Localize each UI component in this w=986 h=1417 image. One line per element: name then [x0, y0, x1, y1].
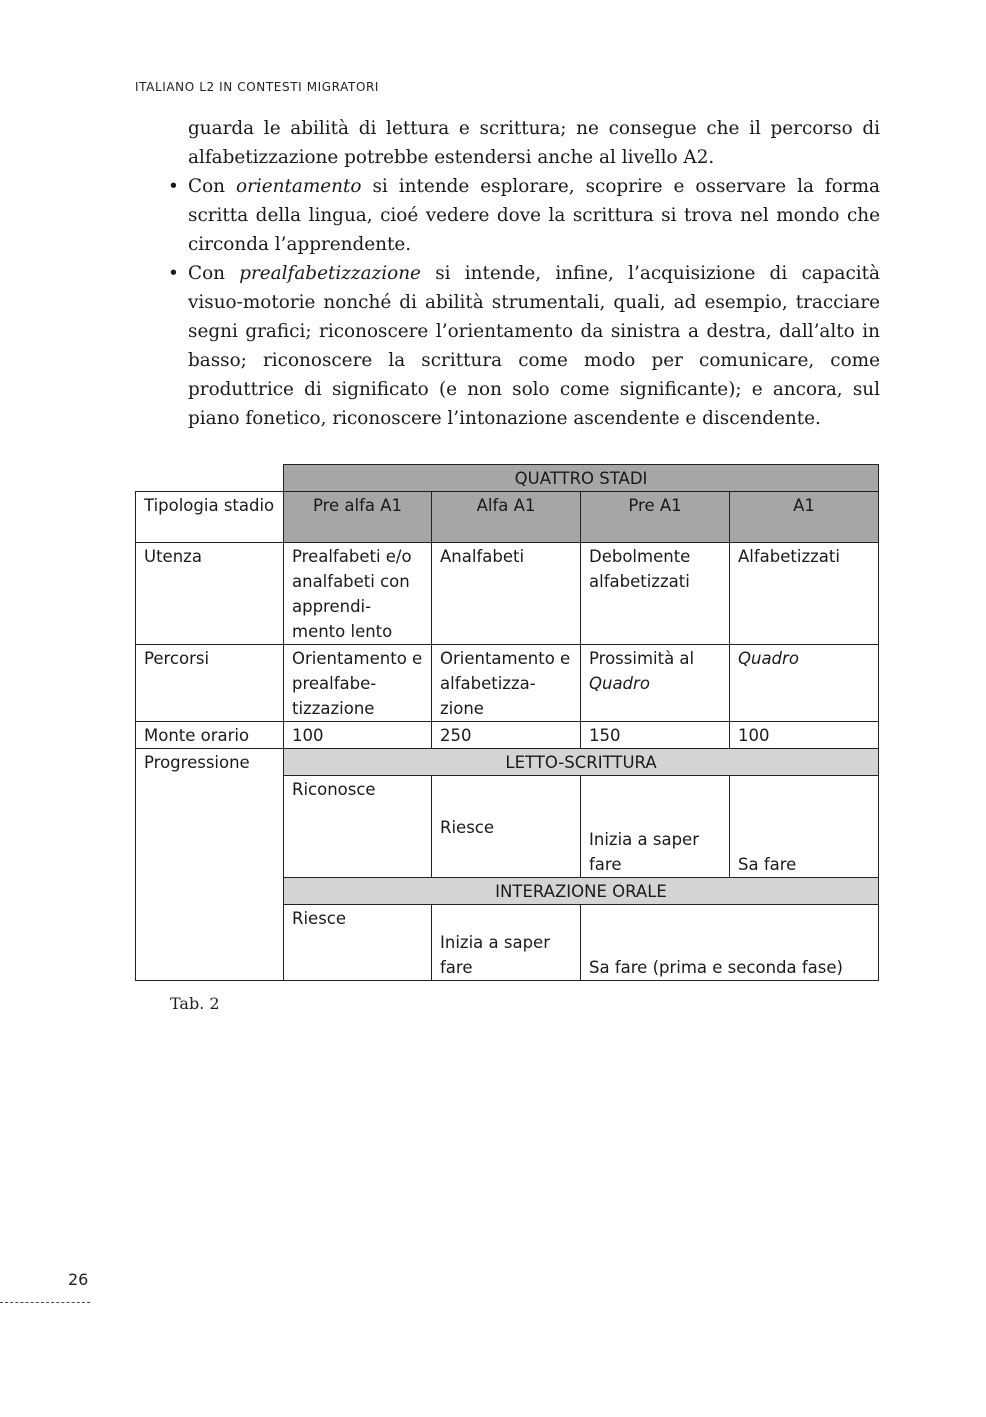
term-prealfabetizzazione: prealfabetizzazione — [239, 263, 421, 284]
cell-utenza-pre-alfa: Prealfabeti e/o analfabeti con apprendi-mento lento — [284, 543, 432, 645]
group-header-quattro-stadi: QUATTRO STADI — [284, 465, 879, 492]
bullet-text: si intende, infine, l’acquisizione di capacità visuo-motorie nonché di abilità strumentali, quali, ad esempio, tracciare segni grafici; riconoscere l’orientamento da sinistra a destra, dall’alto in basso; riconoscere la scrittura come modo per comunicare, come produttrice di significato (e non solo come significante); e ancora, sul piano fonetico, riconoscere l’intonazione ascendente e discendente. — [188, 263, 880, 429]
cell-letto-scrittura-pre-alfa: Riconosce — [284, 776, 432, 878]
cell-letto-scrittura-alfa: Riesce — [432, 776, 581, 878]
cell-interazione-pre-a1-a1: Sa fare (prima e seconda fase) — [581, 905, 879, 981]
cell-monte-orario-pre-a1: 150 — [581, 722, 730, 749]
row-label-monte-orario: Monte orario — [136, 722, 284, 749]
stages-table — [135, 464, 879, 981]
body-text — [168, 114, 880, 433]
cell-percorsi-a1: Quadro — [730, 645, 879, 722]
cell-utenza-pre-a1: Debolmente alfabetizzati — [581, 543, 730, 645]
cell-monte-orario-alfa: 250 — [432, 722, 581, 749]
cell-interazione-alfa: Inizia a saper fare — [432, 905, 581, 981]
row-label-percorsi: Percorsi — [136, 645, 284, 722]
term-orientamento: orientamento — [236, 176, 362, 197]
page-number-rule — [0, 1302, 90, 1303]
percorsi-pre-a1-text: Prossimità al — [589, 649, 695, 668]
cell-letto-scrittura-a1: Sa fare — [730, 776, 879, 878]
table-header-row-group — [136, 465, 879, 492]
cell-utenza-a1: Alfabetizzati — [730, 543, 879, 645]
bullet-lead: Con — [188, 176, 236, 197]
running-head: ITALIANO L2 IN CONTESTI MIGRATORI — [135, 80, 380, 94]
cell-monte-orario-pre-alfa: 100 — [284, 722, 432, 749]
table-row-utenza — [136, 543, 879, 645]
table-row-progressione — [136, 749, 879, 776]
bullet-lead: Con — [188, 263, 240, 284]
cell-percorsi-pre-a1 — [581, 645, 730, 722]
stage-header-pre-alfa-a1: Pre alfa A1 — [284, 492, 432, 543]
page-number: 26 — [68, 1270, 89, 1289]
stage-header-pre-a1: Pre A1 — [581, 492, 730, 543]
row-label-utenza: Utenza — [136, 543, 284, 645]
cell-interazione-pre-alfa: Riesce — [284, 905, 432, 981]
row-header-tipologia: Tipologia stadio — [136, 492, 284, 543]
table-row-monte-orario — [136, 722, 879, 749]
subheader-interazione-orale: INTERAZIONE ORALE — [284, 878, 879, 905]
cell-utenza-alfa: Analfabeti — [432, 543, 581, 645]
bullet-list — [168, 172, 880, 433]
table-corner-blank — [136, 465, 284, 492]
cell-percorsi-pre-alfa: Orientamento e prealfabe-tizzazione — [284, 645, 432, 722]
subheader-letto-scrittura: LETTO-SCRITTURA — [284, 749, 879, 776]
bullet-text: si intende esplorare, scoprire e osservare la forma scritta della lingua, cioé vedere dove la scrittura si trova nel mondo che circonda l’apprendente. — [188, 176, 880, 255]
table-caption: Tab. 2 — [170, 994, 220, 1013]
cell-percorsi-alfa: Orientamento e alfabetizza-zione — [432, 645, 581, 722]
paragraph-continued: guarda le abilità di lettura e scrittura; ne consegue che il percorso di alfabetizzazione potrebbe estendersi anche al livello A2. — [188, 118, 880, 168]
bullet-icon: • — [168, 263, 179, 284]
bullet-icon: • — [168, 176, 179, 197]
cell-monte-orario-a1: 100 — [730, 722, 879, 749]
bullet-item-orientamento — [168, 172, 880, 259]
table-header-row-stages — [136, 492, 879, 543]
table-row-percorsi — [136, 645, 879, 722]
cell-letto-scrittura-pre-a1: Inizia a saper fare — [581, 776, 730, 878]
stage-header-alfa-a1: Alfa A1 — [432, 492, 581, 543]
percorsi-pre-a1-quadro: Quadro — [589, 674, 650, 693]
row-label-progressione: Progressione — [136, 749, 284, 981]
bullet-item-prealfabetizzazione — [168, 259, 880, 433]
stage-header-a1: A1 — [730, 492, 879, 543]
